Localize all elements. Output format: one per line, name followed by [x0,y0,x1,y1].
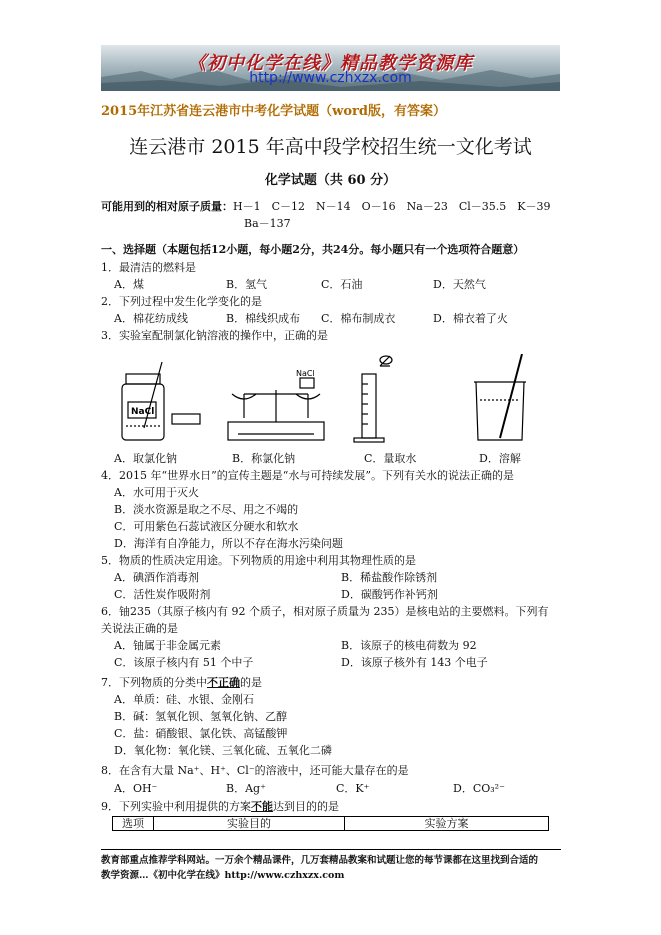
q7-option-b: B．碱：氢氧化钡、氢氧化钠、乙醇 [114,710,288,723]
q5-option-b: B．稀盐酸作除锈剂 [341,571,438,584]
table-header-option: 选项 [113,817,154,830]
q6-option-d: D．该原子核外有 143 个电子 [341,656,488,669]
q9-stem-post: 达到目的的是 [273,800,339,813]
q3-option-c: C．量取水 [364,452,417,465]
footer-divider [101,849,561,850]
q1-stem: 1．最清洁的燃料是 [101,261,196,274]
balance-figure [228,369,324,440]
q8-option-c: C．K⁺ [336,782,370,795]
q5-option-c: C．活性炭作吸附剂 [114,588,211,601]
q7-option-c: C．盐：硝酸银、氯化铁、高锰酸钾 [114,727,288,740]
q2-option-a: A．棉花纺成线 [114,312,188,325]
q8-option-b: B．Ag⁺ [226,782,266,795]
document-subtitle: 2015年江苏省连云港市中考化学试题（word版，有答案） [101,104,446,119]
table-header-plan: 实验方案 [424,817,469,830]
atomic-mass-values-2: Ba－137 [244,217,291,230]
q7-stem-emphasis: 不正确 [207,676,240,689]
q8-option-d: D．CO₃²⁻ [453,782,505,795]
q5-stem: 5．物质的性质决定用途。下列物质的用途中利用其物理性质的是 [101,554,416,567]
table-header-purpose: 实验目的 [154,817,345,830]
q7-stem-pre: 7．下列物质的分类中 [101,676,207,689]
atomic-mass-line [101,199,550,215]
part1-heading: 一、选择题（本题包括12小题，每小题2分，共24分。每小题只有一个选项符合题意） [101,243,525,256]
q2-option-c: C．棉布制成衣 [321,312,396,325]
q1-option-a: A．煤 [114,278,144,291]
atomic-mass-label: 可能用到的相对原子质量： [101,200,233,213]
q9-stem-pre: 9．下列实验中利用提供的方案 [101,800,251,813]
jar-label-nacl: NaCl [131,407,155,417]
footer-line-2[interactable]: 教学资源…《初中化学在线》http://www.czhxzx.com [101,870,345,881]
header-banner [101,45,560,91]
q1-option-c: C．石油 [321,278,363,291]
footer-line-1: 教育部重点推荐学科网站。一万余个精品课件，几万套精品教案和试题让您的每节课都在这里找到合适的 [101,855,539,866]
banner-title: 《初中化学在线》精品教学资源库 [188,53,473,74]
q4-option-d: D．海洋有自净能力，所以不存在海水污染问题 [114,537,343,550]
q2-option-d: D．棉衣着了火 [433,312,508,325]
q6-stem-2: 关说法正确的是 [101,622,178,635]
q3-option-b: B．称氯化钠 [232,452,296,465]
q3-stem: 3．实验室配制氯化钠溶液的操作中，正确的是 [101,329,328,342]
q1-option-d: D．天然气 [433,278,486,291]
q5-option-d: D．碳酸钙作补钙剂 [341,588,438,601]
q7-option-a: A．单质：硅、水银、金刚石 [114,693,254,706]
q9-stem-emphasis: 不能 [251,800,273,813]
balance-label-nacl: NaCl [296,369,315,378]
q4-option-c: C．可用紫色石蕊试液区分硬水和软水 [114,520,299,533]
section-title: 化学试题（共 60 分） [264,173,397,188]
atomic-mass-values: H－1 C－12 N－14 O－16 Na－23 Cl－35.5 K－39 [233,200,551,213]
q3-figures [118,354,548,446]
q7-stem [101,675,262,691]
beaker-figure [474,354,526,440]
cylinder-figure [354,356,392,442]
q3-option-d: D．溶解 [479,452,521,465]
q4-option-b: B．淡水资源是取之不尽、用之不竭的 [114,503,299,516]
q6-stem: 6．铀235（其原子核内有 92 个质子，相对原子质量为 235）是核电站的主要燃料。下列有 [101,605,549,618]
q4-option-a: A．水可用于灭火 [114,486,199,499]
banner-url[interactable]: http://www.czhxzx.com [249,70,412,86]
q1-option-b: B．氢气 [226,278,268,291]
q9-stem [101,799,339,815]
exam-title: 连云港市 2015 年高中段学校招生统一文化考试 [129,136,532,158]
q6-option-a: A．铀属于非金属元素 [114,639,221,652]
q8-option-a: A．OH⁻ [114,782,158,795]
q9-table-header [112,816,549,831]
q8-stem: 8．在含有大量 Na⁺、H⁺、Cl⁻的溶液中，还可能大量存在的是 [101,764,409,777]
q2-option-b: B．棉线织成布 [226,312,301,325]
reagent-jar-figure [122,362,200,440]
q7-stem-post: 的是 [240,676,262,689]
q2-stem: 2．下列过程中发生化学变化的是 [101,295,262,308]
q5-option-a: A．碘酒作消毒剂 [114,571,199,584]
q7-option-d: D．氧化物：氧化镁、三氧化硫、五氧化二磷 [114,744,332,757]
q6-option-c: C．该原子核内有 51 个中子 [114,656,254,669]
q6-option-b: B．该原子的核电荷数为 92 [341,639,477,652]
q4-stem: 4．2015 年“世界水日”的宣传主题是“水与可持续发展”。下列有关水的说法正确的是 [101,469,514,482]
footer [101,853,571,883]
q3-option-a: A．取氯化钠 [114,452,177,465]
